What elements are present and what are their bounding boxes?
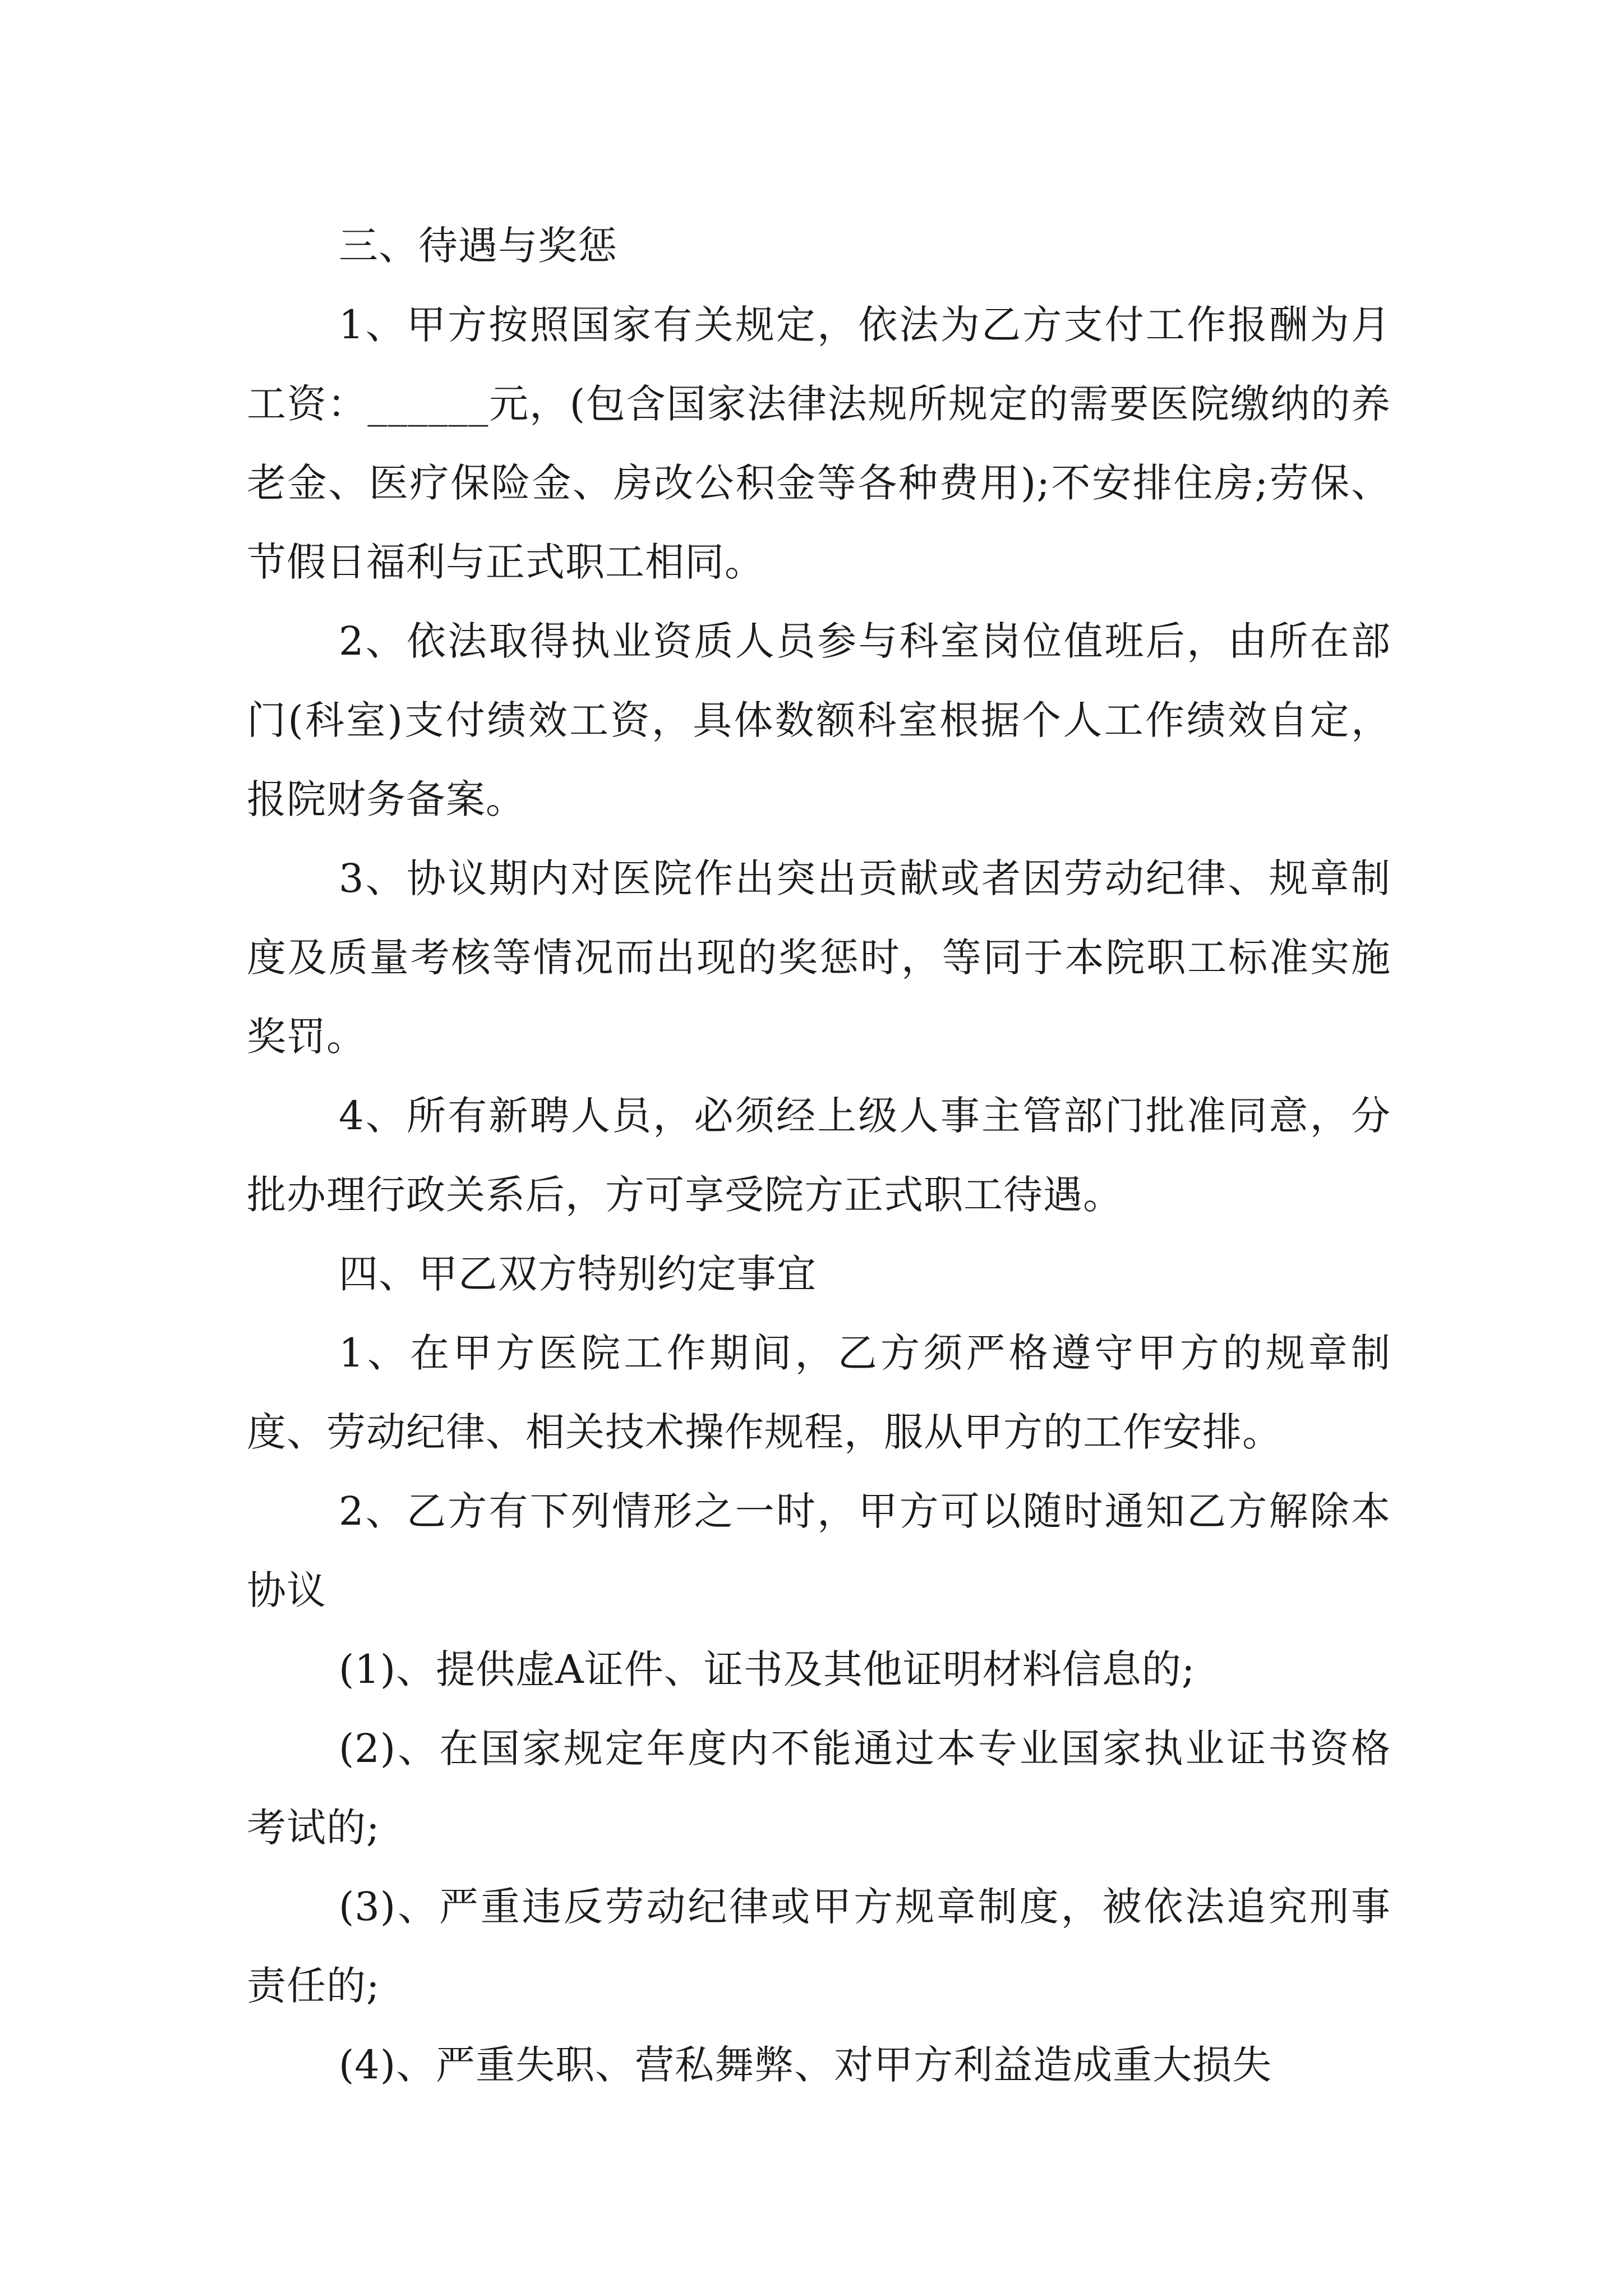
list-item-2: (2)、在国家规定年度内不能通过本专业国家执业证书资格考试的; xyxy=(247,1726,1391,1851)
document-body xyxy=(247,206,1391,2105)
list-item-1: (1)、提供虚A证件、证书及其他证明材料信息的; xyxy=(339,1646,1196,1692)
paragraph-new-hires: 4、所有新聘人员，必须经上级人事主管部门批准同意，分批办理行政关系后，方可享受院方正式职工待遇。 xyxy=(247,1093,1391,1218)
list-item-3: (3)、严重违反劳动纪律或甲方规章制度，被依法追究刑事责任的; xyxy=(247,1884,1391,2009)
paragraph-salary: 1、甲方按照国家有关规定，依法为乙方支付工作报酬为月工资：______元，(包含国家法律法规所规定的需要医院缴纳的养老金、医疗保险金、房改公积金等各种费用);不安排住房;劳保、节假日福利与正式职工相同。 xyxy=(247,302,1391,585)
paragraph-termination: 2、乙方有下列情形之一时，甲方可以随时通知乙方解除本协议 xyxy=(247,1488,1391,1613)
section-heading-benefits: 三、待遇与奖惩 xyxy=(339,223,617,269)
paragraph-rewards-penalties: 3、协议期内对医院作出突出贡献或者因劳动纪律、规章制度及质量考核等情况而出现的奖惩时，等同于本院职工标准实施奖罚。 xyxy=(247,855,1391,1060)
paragraph-performance-pay: 2、依法取得执业资质人员参与科室岗位值班后，由所在部门(科室)支付绩效工资，具体数额科室根据个人工作绩效自定，报院财务备案。 xyxy=(247,618,1391,822)
paragraph-compliance: 1、在甲方医院工作期间，乙方须严格遵守甲方的规章制度、劳动纪律、相关技术操作规程，服从甲方的工作安排。 xyxy=(247,1330,1391,1455)
list-item-4: (4)、严重失职、营私舞弊、对甲方利益造成重大损失 xyxy=(339,2042,1272,2088)
section-heading-special-terms: 四、甲乙双方特别约定事宜 xyxy=(339,1251,817,1297)
